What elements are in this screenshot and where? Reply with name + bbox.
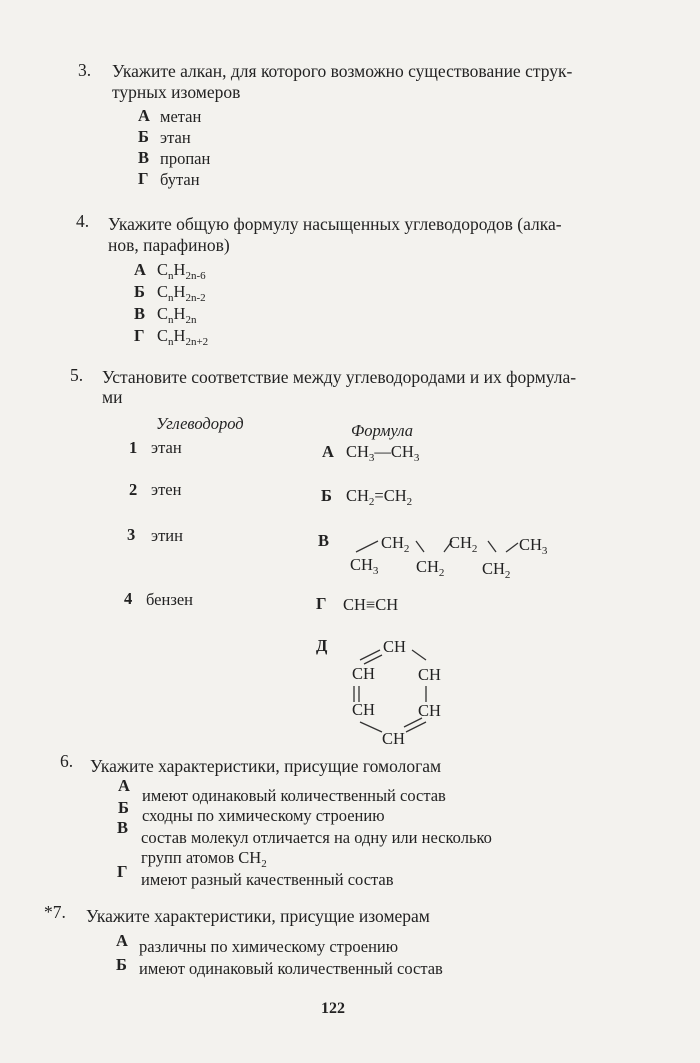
q7-option-a-letter: А [116, 931, 128, 950]
q5-formula-v-top-1: $CH_2$ [381, 533, 410, 555]
q4-text-line1: Укажите общую формулу насыщенных углеводородов (алка- [108, 214, 562, 234]
page-number: 122 [321, 1000, 345, 1017]
q6-option-b-letter: Б [118, 798, 129, 817]
q3-text-line1: Укажите алкан, для которого возможно существование струк- [112, 61, 573, 81]
q6-number: 6. [60, 751, 74, 771]
q4-text-line2: нов, парафинов) [108, 235, 230, 255]
q6-text: Укажите характеристики, присущие гомологам [90, 756, 442, 776]
q5-item-3-num: 3 [127, 525, 136, 544]
q5-formula-v-bottom-3: $CH_2$ [482, 559, 511, 581]
q5-formula-v-top-2: $CH_2$ [449, 533, 478, 555]
q5-number: 5. [70, 365, 84, 385]
q5-item-2-num: 2 [129, 480, 138, 499]
q4-option-g-formula: $C_nH_{2n+2}$ [157, 326, 209, 348]
q5-col-right-header: Формула [351, 421, 414, 440]
q3-option-g-letter: Г [138, 169, 149, 188]
q5-text-line1: Установите соответствие между углеводородами и их формула- [102, 367, 577, 387]
q5-col-left-header: Углеводород [156, 414, 244, 433]
q5-formula-v-top-3: $CH_3$ [519, 535, 548, 557]
q5-formula-g-letter: Г [316, 594, 327, 613]
q5-formula-b: $CH_2=CH_2$ [346, 486, 413, 508]
q5-item-4-name: бензен [146, 590, 194, 609]
q5-formula-d-ch-upper-left: CH [352, 664, 375, 683]
q3-option-v-text: пропан [160, 149, 211, 168]
q5-formula-d-letter: Д [316, 636, 328, 655]
q6-option-a-letter: А [118, 776, 130, 795]
q6-option-v-letter: В [117, 818, 129, 837]
q6-option-g-text: имеют разный качественный состав [141, 870, 394, 889]
q5-item-1-num: 1 [129, 438, 138, 457]
q3-option-a-text: метан [160, 107, 202, 126]
q5-formula-d-ch-bottom: CH [382, 729, 405, 748]
q5-item-1-name: этан [151, 438, 182, 457]
q5-formula-d-ch-upper-right: CH [418, 665, 441, 684]
q4-option-g-letter: Г [134, 326, 145, 345]
q7-text: Укажите характеристики, присущие изомерам [86, 906, 430, 926]
q7-option-b-letter: Б [116, 955, 127, 974]
q7-option-a-text: различны по химическому строению [139, 937, 399, 956]
q4-option-a-formula: $C_nH_{2n-6}$ [157, 260, 206, 282]
q3-option-a-letter: А [138, 106, 150, 125]
q6-option-g-letter: Г [117, 862, 128, 881]
q4-option-b-formula: $C_nH_{2n-2}$ [157, 282, 206, 304]
q6-option-a-text: имеют одинаковый количественный состав [142, 786, 446, 805]
q5-formula-a-letter: А [322, 442, 334, 461]
q6-option-v-text-line1: состав молекул отличается на одну или несколько [141, 828, 492, 847]
q7-option-b-text: имеют одинаковый количественный состав [139, 959, 443, 978]
q5-formula-v-bottom-1: $CH_3$ [350, 555, 379, 577]
q6-option-b-text: сходны по химическому строению [142, 806, 385, 825]
q4-option-b-letter: Б [134, 282, 145, 301]
q3-option-g-text: бутан [160, 170, 200, 189]
q4-number: 4. [76, 211, 90, 231]
q5-item-2-name: этен [151, 480, 182, 499]
q3-option-b-text: этан [160, 128, 191, 147]
q4-option-v-formula: $C_nH_{2n}$ [157, 304, 197, 326]
q3-option-b-letter: Б [138, 127, 149, 146]
q5-formula-b-letter: Б [321, 486, 332, 505]
q5-formula-v-letter: В [318, 531, 330, 550]
q5-formula-v-bottom-2: $CH_2$ [416, 557, 445, 579]
q3-text-line2: турных изомеров [112, 82, 241, 102]
q5-item-3-name: этин [151, 526, 183, 545]
q6-option-v-text-line2: групп атомов $CH_2$ [141, 848, 267, 870]
q5-item-4-num: 4 [124, 589, 133, 608]
q5-formula-g: CH≡CH [343, 595, 399, 614]
q7-number: *7. [44, 902, 66, 922]
q4-option-v-letter: В [134, 304, 146, 323]
q5-formula-d-ch-top: CH [383, 637, 406, 656]
q3-option-v-letter: В [138, 148, 150, 167]
q5-formula-d-ch-lower-left: CH [352, 700, 375, 719]
q3-number: 3. [78, 60, 92, 80]
q4-option-a-letter: А [134, 260, 146, 279]
q5-formula-a: $CH_3—CH_3$ [346, 442, 420, 464]
q5-text-line2: ми [102, 387, 123, 407]
q5-formula-d-ch-lower-right: CH [418, 701, 441, 720]
